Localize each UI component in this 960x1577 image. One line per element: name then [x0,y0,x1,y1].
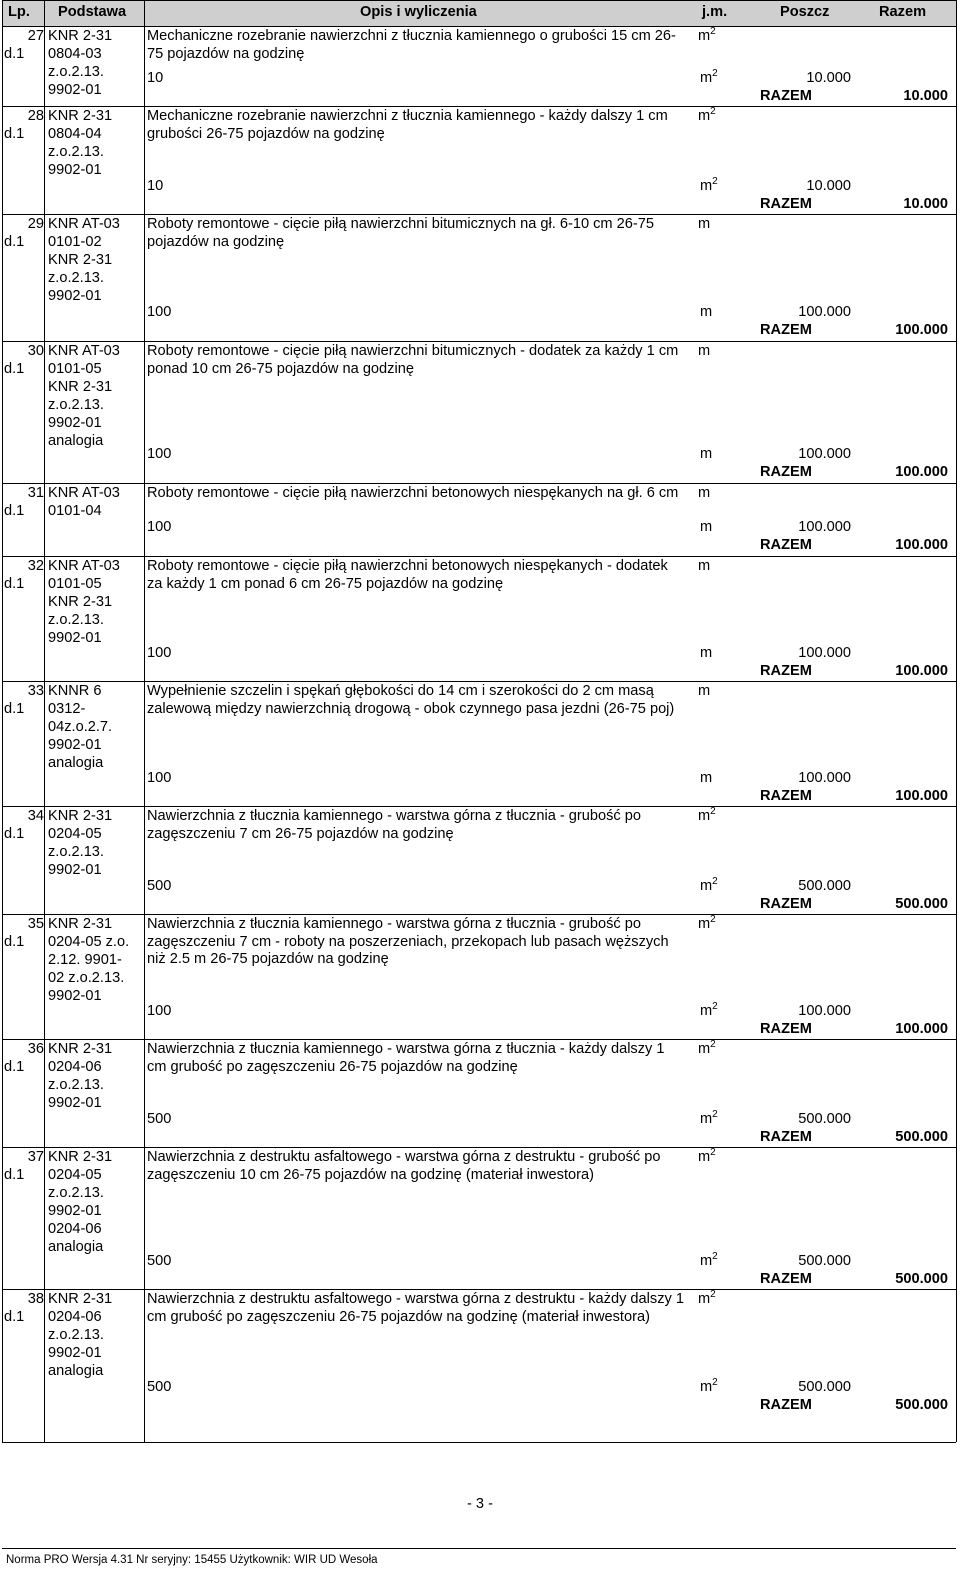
quantity-expression: 100 [147,446,172,462]
position-description: Roboty remontowe - cięcie piłą nawierzchni betonowych niespękanych na gł. 6 cm [147,485,679,501]
quantity-unit-exponent: 2 [712,176,718,187]
base-code-line: KNR 2-31 [48,108,113,124]
row-divider [2,1147,956,1148]
base-code-line: KNR 2-31 [48,379,113,395]
quantity-expression: 500 [147,878,172,894]
quantity-unit [700,1253,718,1271]
base-code-line: 0204-05 [48,826,102,842]
base-code-line: 2.12. 9901- [48,952,122,968]
position-description: Wypełnienie szczelin i spękań głębokości do 14 cm i szerokości do 2 cm masą zalewową między nawierzchnią drogową - obok czynnego pasa jezdni (26-75 poj) [147,683,675,717]
partial-quantity: 500.000 [798,1253,851,1269]
razem-label: RAZEM [760,788,812,804]
base-code-line: 9902-01 [48,162,102,178]
unit-exponent: 2 [710,1289,716,1300]
base-code-line: z.o.2.13. [48,270,104,286]
unit-text: m [698,1149,711,1165]
position-description: Nawierzchnia z tłucznia kamiennego - warstwa górna z tłucznia - grubość po zagęszczeniu 7 cm 26-75 pojazdów na godzinę [147,808,641,842]
header-divider [2,26,956,27]
base-code-line: 0804-04 [48,126,102,142]
unit-text: m [698,28,711,44]
unit-of-measure [698,485,710,503]
base-code-line: z.o.2.13. [48,844,104,860]
row-divider [2,341,956,342]
unit-text: m [698,558,711,574]
unit-of-measure [698,28,716,46]
base-code-line: z.o.2.13. [48,1077,104,1093]
base-code-line: 9902-01 [48,737,102,753]
row-divider [2,914,956,915]
position-subsection: d.1 [4,1309,25,1325]
position-description: Nawierzchnia z destruktu asfaltowego - warstwa górna z destruktu - każdy dalszy 1 cm grubość po zagęszczeniu 26-75 pojazdów na godzinę (materiał inwestora) [147,1291,684,1325]
base-code-line: KNR AT-03 [48,343,120,359]
position-subsection: d.1 [4,934,25,950]
row-divider [2,556,956,557]
unit-of-measure [698,916,716,934]
row-divider [2,214,956,215]
header-opis: Opis i wyliczenia [360,4,477,20]
position-subsection: d.1 [4,503,25,519]
unit-text: m [698,485,711,501]
quantity-expression: 100 [147,1003,172,1019]
unit-exponent: 2 [710,914,716,925]
quantity-expression: 100 [147,519,172,535]
quantity-expression: 10 [147,178,164,194]
quantity-unit-text: m [700,878,713,894]
position-subsection: d.1 [4,361,25,377]
position-subsection: d.1 [4,126,25,142]
quantity-unit-exponent: 2 [712,1251,718,1262]
partial-quantity: 500.000 [798,1379,851,1395]
base-code-line: KNR AT-03 [48,558,120,574]
partial-quantity: 100.000 [798,446,851,462]
quantity-unit [700,770,712,788]
table-border-left [2,0,3,1442]
unit-text: m [698,1291,711,1307]
unit-text: m [698,808,711,824]
partial-quantity: 500.000 [798,1111,851,1127]
quantity-unit-exponent: 2 [712,1001,718,1012]
razem-value: 100.000 [895,663,948,679]
position-subsection: d.1 [4,234,25,250]
base-code-line: 9902-01 [48,1095,102,1111]
position-number: 30 [27,343,44,359]
row-divider [2,106,956,107]
position-description: Roboty remontowe - cięcie piłą nawierzchni bitumicznych na gł. 6-10 cm 26-75 pojazdów na godzinę [147,216,654,250]
position-number: 28 [27,108,44,124]
quantity-unit-exponent: 2 [712,68,718,79]
quantity-unit-text: m [700,1379,713,1395]
table-border-top [2,0,956,1]
position-number: 36 [27,1041,44,1057]
base-code-line: 9902-01 [48,415,102,431]
unit-text: m [698,108,711,124]
razem-label: RAZEM [760,196,812,212]
position-number: 32 [27,558,44,574]
unit-exponent: 2 [710,1039,716,1050]
base-code-line: 9902-01 [48,82,102,98]
base-code-line: 0204-06 [48,1221,102,1237]
razem-label: RAZEM [760,88,812,104]
razem-value: 100.000 [895,322,948,338]
position-number: 38 [27,1291,44,1307]
unit-of-measure [698,683,710,701]
quantity-unit-text: m [700,446,713,462]
quantity-expression: 500 [147,1379,172,1395]
razem-value: 10.000 [903,196,948,212]
base-code-line: KNR AT-03 [48,216,120,232]
header-jm: j.m. [702,4,728,20]
quantity-unit-text: m [700,1111,713,1127]
unit-of-measure [698,108,716,126]
position-subsection: d.1 [4,46,25,62]
table-header [2,0,956,26]
quantity-expression: 100 [147,770,172,786]
quantity-expression: 100 [147,304,172,320]
quantity-unit-exponent: 2 [712,1109,718,1120]
quantity-unit [700,1379,718,1397]
position-subsection: d.1 [4,701,25,717]
unit-of-measure [698,1149,716,1167]
razem-value: 500.000 [895,1397,948,1413]
unit-text: m [698,216,711,232]
razem-value: 500.000 [895,1129,948,1145]
base-code-line: KNR AT-03 [48,485,120,501]
unit-exponent: 2 [710,1147,716,1158]
unit-text: m [698,916,711,932]
razem-label: RAZEM [760,1271,812,1287]
base-code-line: z.o.2.13. [48,397,104,413]
position-number: 31 [27,485,44,501]
quantity-unit [700,304,712,322]
razem-label: RAZEM [760,663,812,679]
base-code-line: KNR 2-31 [48,252,113,268]
razem-value: 100.000 [895,1021,948,1037]
position-number: 37 [27,1149,44,1165]
base-code-line: 0204-05 [48,1167,102,1183]
header-podstawa: Podstawa [58,4,127,20]
position-description: Nawierzchnia z destruktu asfaltowego - warstwa górna z destruktu - grubość po zagęszczeniu 10 cm 26-75 pojazdów na godzinę (materiał inwestora) [147,1149,661,1183]
position-description: Roboty remontowe - cięcie piłą nawierzchni bitumicznych - dodatek za każdy 1 cm ponad 10 cm 26-75 pojazdów na godzinę [147,343,679,377]
quantity-unit [700,1111,718,1129]
razem-value: 100.000 [895,537,948,553]
base-code-line: 02 z.o.2.13. [48,970,125,986]
row-divider [2,1039,956,1040]
partial-quantity: 100.000 [798,770,851,786]
position-description: Mechaniczne rozebranie nawierzchni z tłucznia kamiennego o grubości 15 cm 26-75 pojazdów na godzinę [147,28,676,62]
razem-label: RAZEM [760,537,812,553]
base-code-line: 04z.o.2.7. [48,719,113,735]
quantity-unit-text: m [700,304,713,320]
position-number: 33 [27,683,44,699]
quantity-unit [700,645,712,663]
table-border-right [956,0,957,1442]
position-number: 34 [27,808,44,824]
quantity-unit [700,519,712,537]
row-divider [2,1442,956,1443]
base-code-line: analogia [48,755,104,771]
position-description: Roboty remontowe - cięcie piłą nawierzchni betonowych niespękanych - dodatek za każdy 1 cm ponad 6 cm 26-75 pojazdów na godzinę [147,558,668,592]
razem-label: RAZEM [760,896,812,912]
quantity-unit [700,1003,718,1021]
unit-text: m [698,343,711,359]
partial-quantity: 10.000 [806,178,851,194]
unit-of-measure [698,808,716,826]
base-code-line: z.o.2.13. [48,1327,104,1343]
base-code-line: 0312- [48,701,86,717]
header-lp: Lp. [8,4,30,20]
quantity-unit-exponent: 2 [712,1377,718,1388]
quantity-expression: 500 [147,1253,172,1269]
quantity-unit [700,178,718,196]
base-code-line: KNR 2-31 [48,808,113,824]
position-subsection: d.1 [4,826,25,842]
header-razem: Razem [879,4,927,20]
razem-label: RAZEM [760,322,812,338]
base-code-line: 0101-02 [48,234,102,250]
partial-quantity: 100.000 [798,645,851,661]
base-code-line: KNR 2-31 [48,28,113,44]
row-divider [2,806,956,807]
base-code-line: analogia [48,1239,104,1255]
base-code-line: z.o.2.13. [48,64,104,80]
base-code-line: 0204-05 z.o. [48,934,130,950]
partial-quantity: 100.000 [798,519,851,535]
razem-value: 500.000 [895,1271,948,1287]
row-divider [2,483,956,484]
partial-quantity: 100.000 [798,304,851,320]
base-code-line: 9902-01 [48,1203,102,1219]
quantity-unit [700,878,718,896]
quantity-unit [700,446,712,464]
unit-of-measure [698,558,710,576]
position-subsection: d.1 [4,1167,25,1183]
base-code-line: analogia [48,1363,104,1379]
footer-divider [2,1548,956,1549]
column-divider [44,0,45,1442]
position-subsection: d.1 [4,576,25,592]
razem-label: RAZEM [760,1129,812,1145]
base-code-line: z.o.2.13. [48,144,104,160]
unit-exponent: 2 [710,806,716,817]
quantity-unit [700,70,718,88]
column-divider [144,0,145,1442]
unit-text: m [698,1041,711,1057]
quantity-unit-text: m [700,178,713,194]
quantity-expression: 100 [147,645,172,661]
partial-quantity: 100.000 [798,1003,851,1019]
base-code-line: KNR 2-31 [48,1291,113,1307]
base-code-line: 0204-06 [48,1309,102,1325]
row-divider [2,681,956,682]
quantity-expression: 500 [147,1111,172,1127]
quantity-unit-text: m [700,645,713,661]
partial-quantity: 10.000 [806,70,851,86]
base-code-line: KNR 2-31 [48,594,113,610]
position-description: Mechaniczne rozebranie nawierzchni z tłucznia kamiennego - każdy dalszy 1 cm grubości 26-75 pojazdów na godzinę [147,108,668,142]
base-code-line: 0204-06 [48,1059,102,1075]
base-code-line: 0804-03 [48,46,102,62]
base-code-line: z.o.2.13. [48,612,104,628]
unit-exponent: 2 [710,26,716,37]
unit-of-measure [698,216,710,234]
quantity-unit-text: m [700,1253,713,1269]
quantity-unit-text: m [700,1003,713,1019]
base-code-line: analogia [48,433,104,449]
position-number: 35 [27,916,44,932]
razem-label: RAZEM [760,464,812,480]
quantity-expression: 10 [147,70,164,86]
base-code-line: KNR 2-31 [48,916,113,932]
quantity-unit-text: m [700,770,713,786]
razem-value: 10.000 [903,88,948,104]
header-poszcz: Poszcz [780,4,830,20]
position-subsection: d.1 [4,1059,25,1075]
razem-value: 100.000 [895,464,948,480]
unit-of-measure [698,1041,716,1059]
base-code-line: KNR 2-31 [48,1149,113,1165]
unit-text: m [698,683,711,699]
quantity-unit-text: m [700,70,713,86]
base-code-line: 0101-05 [48,361,102,377]
unit-of-measure [698,1291,716,1309]
base-code-line: 0101-05 [48,576,102,592]
page-number: - 3 - [467,1496,493,1512]
base-code-line: 9902-01 [48,988,102,1004]
razem-value: 100.000 [895,788,948,804]
position-description: Nawierzchnia z tłucznia kamiennego - warstwa górna z tłucznia - grubość po zagęszczeniu 7 cm - roboty na poszerzeniach, przekopach lub pasach węższych niż 2.5 m 26-75 pojazdów na godzinę [147,916,669,967]
unit-of-measure [698,343,710,361]
razem-value: 500.000 [895,896,948,912]
quantity-unit-text: m [700,519,713,535]
base-code-line: 9902-01 [48,1345,102,1361]
footer-text: Norma PRO Wersja 4.31 Nr seryjny: 15455 Użytkownik: WIR UD Wesoła [6,1554,378,1566]
base-code-line: 9902-01 [48,862,102,878]
base-code-line: 0101-04 [48,503,102,519]
partial-quantity: 500.000 [798,878,851,894]
position-description: Nawierzchnia z tłucznia kamiennego - warstwa górna z tłucznia - każdy dalszy 1 cm grubość po zagęszczeniu 26-75 pojazdów na godzinę [147,1041,665,1075]
position-number: 29 [27,216,44,232]
base-code-line: 9902-01 [48,630,102,646]
razem-label: RAZEM [760,1021,812,1037]
base-code-line: z.o.2.13. [48,1185,104,1201]
razem-label: RAZEM [760,1397,812,1413]
base-code-line: 9902-01 [48,288,102,304]
base-code-line: KNNR 6 [48,683,102,699]
unit-exponent: 2 [710,106,716,117]
row-divider [2,1289,956,1290]
quantity-unit-exponent: 2 [712,876,718,887]
position-number: 27 [27,28,44,44]
base-code-line: KNR 2-31 [48,1041,113,1057]
